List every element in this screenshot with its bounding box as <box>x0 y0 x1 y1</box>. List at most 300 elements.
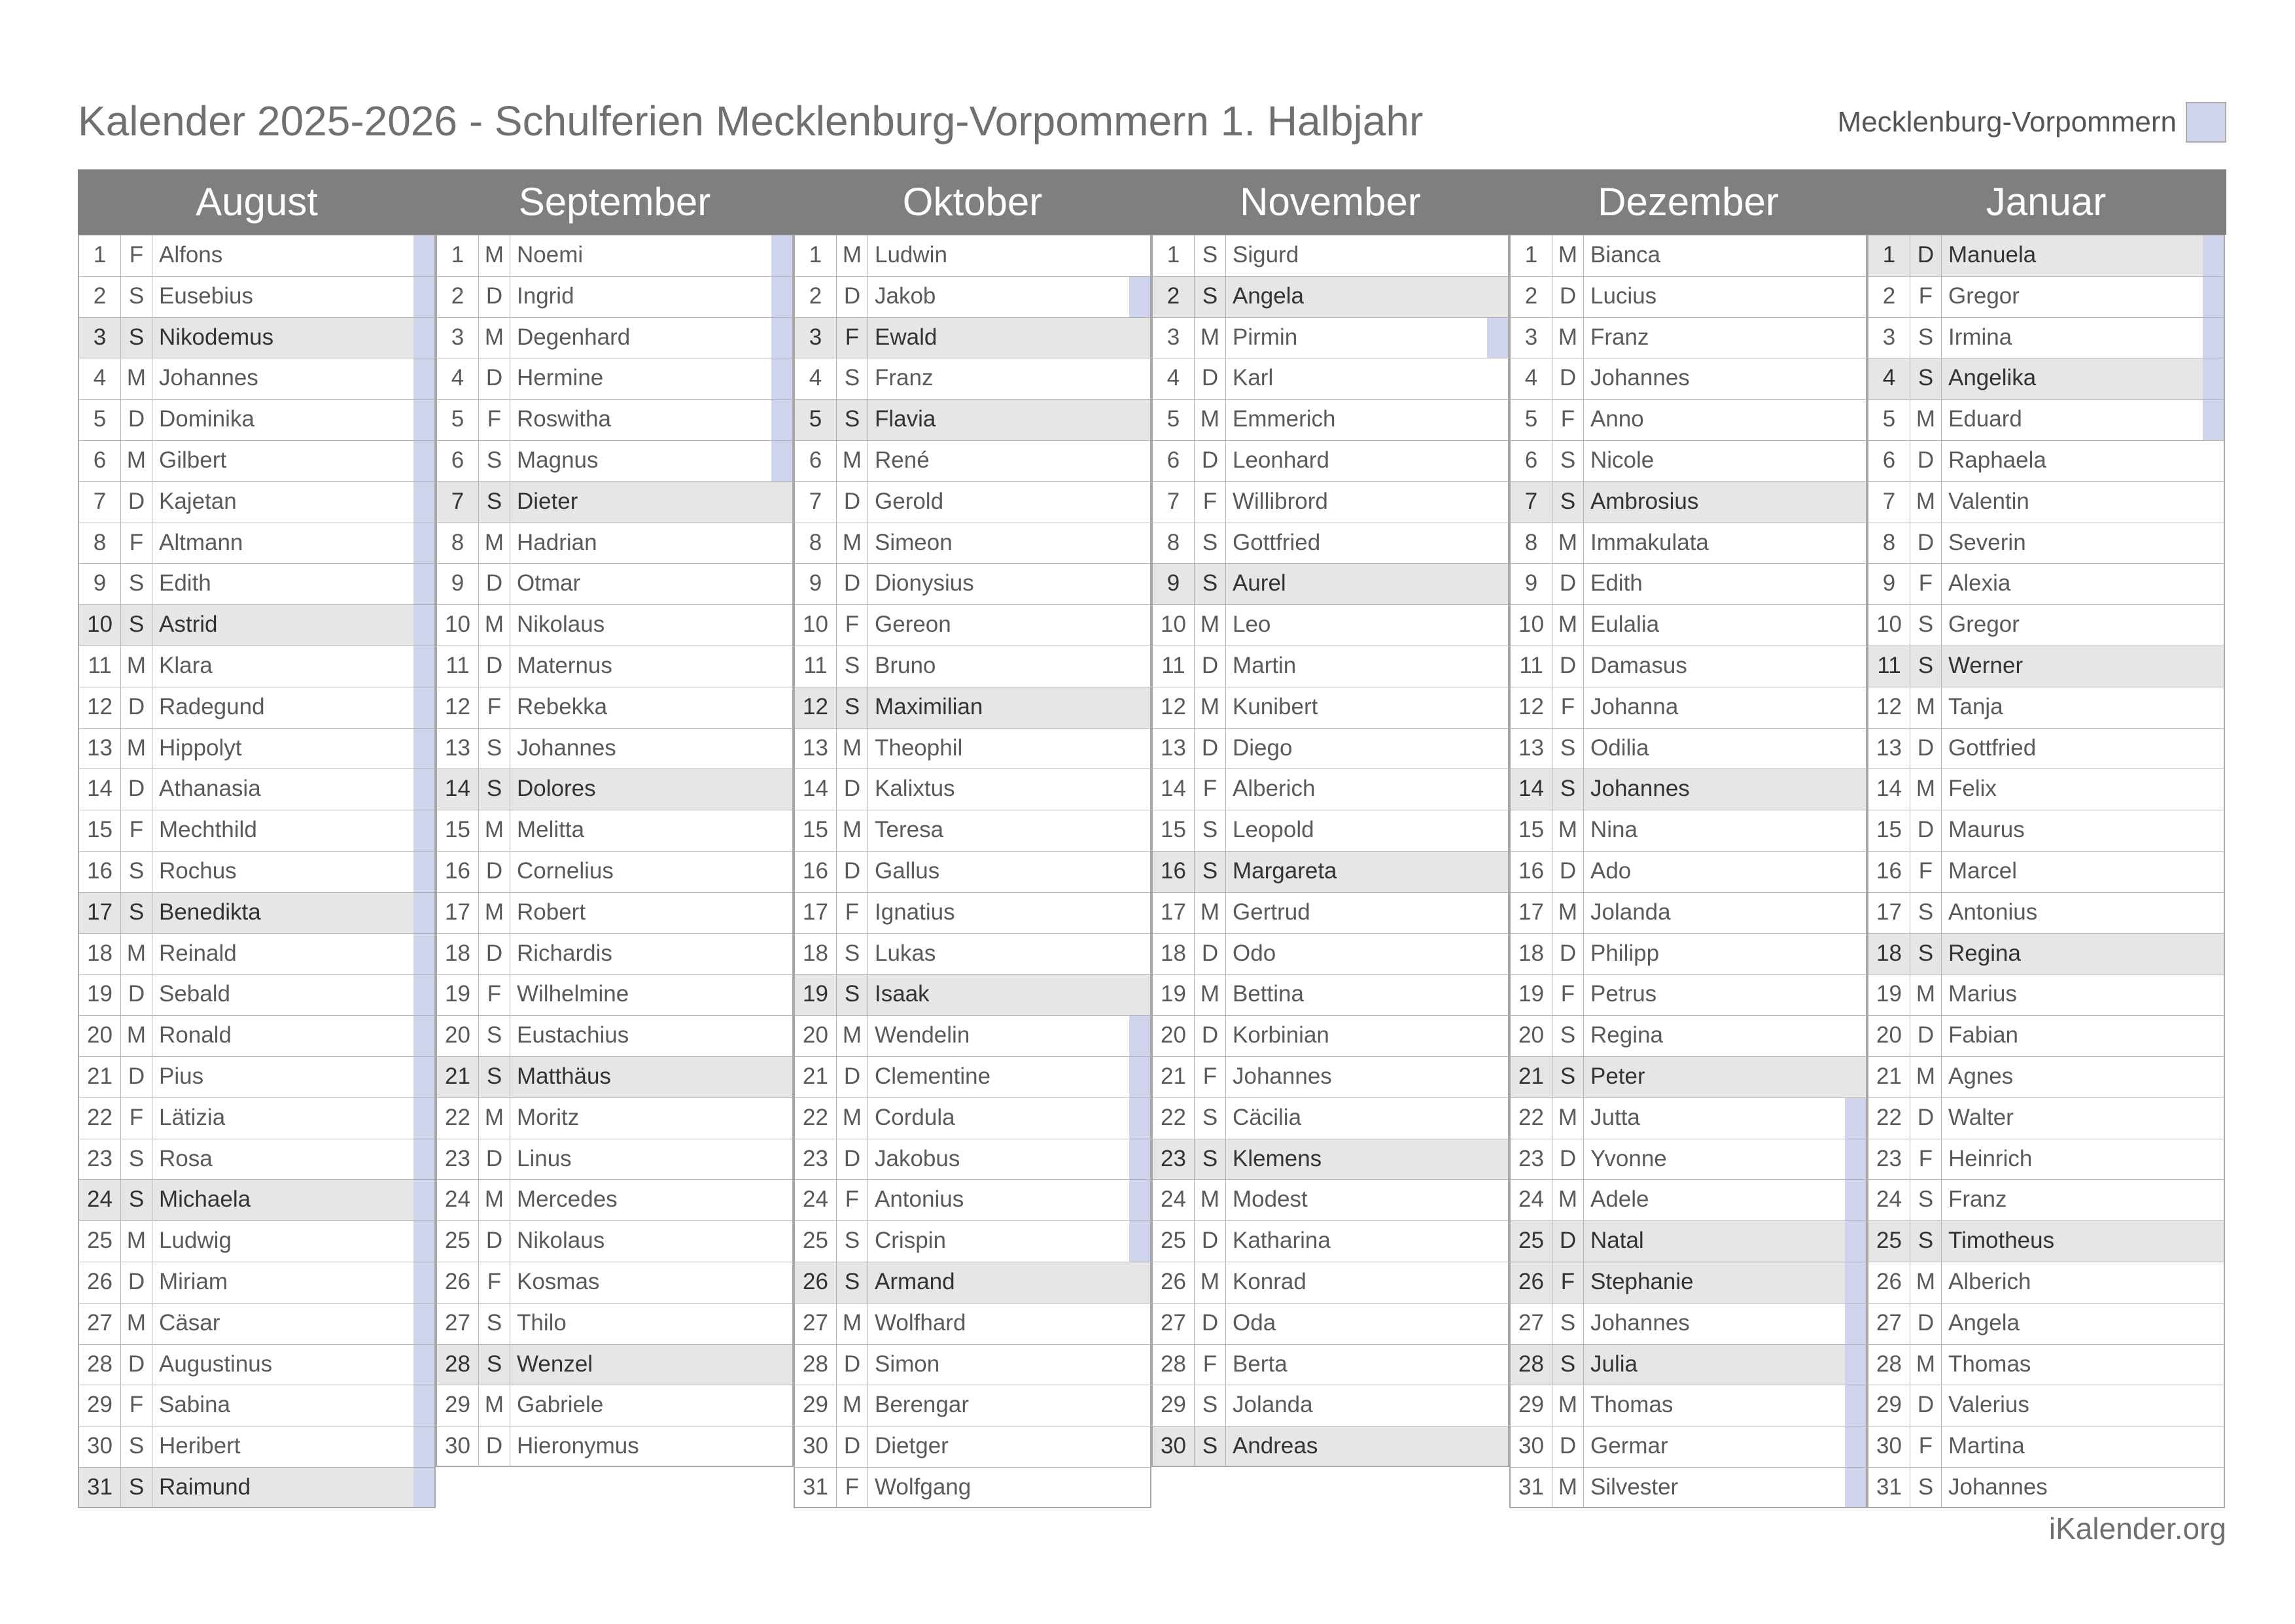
day-row <box>1151 646 1509 687</box>
name-day: Simon <box>875 1351 940 1377</box>
weekday-letter: M <box>1195 318 1226 358</box>
day-number: 17 <box>1511 893 1552 933</box>
holiday-marker <box>1129 1180 1150 1220</box>
weekday-letter: M <box>837 1098 868 1139</box>
day-number: 29 <box>79 1385 121 1426</box>
day-row <box>436 523 794 564</box>
holiday-marker-empty <box>1487 1345 1508 1385</box>
weekday-letter: M <box>837 1016 868 1056</box>
holiday-marker-empty <box>1129 358 1150 399</box>
weekday-letter: M <box>479 810 510 851</box>
day-number: 29 <box>1511 1385 1552 1426</box>
holiday-marker <box>1129 1016 1150 1056</box>
holiday-marker <box>1845 1262 1866 1303</box>
name-day: Katharina <box>1233 1228 1331 1254</box>
weekday-letter: D <box>1552 277 1584 317</box>
weekday-letter: D <box>479 934 510 975</box>
name-day: René <box>875 447 930 473</box>
name-day: Crispin <box>875 1228 946 1254</box>
day-row <box>1151 728 1509 769</box>
holiday-marker <box>413 1385 434 1426</box>
day-row <box>1509 604 1867 646</box>
day-number: 28 <box>1868 1345 1910 1385</box>
weekday-letter: S <box>1910 318 1942 358</box>
name-day: Johannes <box>1590 1309 1690 1336</box>
holiday-marker-empty <box>2203 482 2224 523</box>
holiday-marker <box>413 1098 434 1139</box>
holiday-marker-empty <box>2203 852 2224 892</box>
day-row <box>78 1056 436 1097</box>
weekday-letter: S <box>1195 564 1226 604</box>
weekday-letter: F <box>121 235 152 276</box>
weekday-letter: M <box>121 729 152 769</box>
weekday-letter: S <box>479 1057 510 1097</box>
day-row <box>794 1179 1151 1220</box>
month-columns <box>78 235 2226 1508</box>
name-day: Eduard <box>1948 406 2022 432</box>
day-row <box>1151 1139 1509 1180</box>
weekday-letter: S <box>1552 1304 1584 1344</box>
day-row <box>436 1344 794 1385</box>
name-day: Hieronymus <box>517 1433 639 1459</box>
name-day: Gertrud <box>1233 899 1310 925</box>
day-number: 16 <box>1868 852 1910 892</box>
day-row <box>1867 1015 2225 1056</box>
weekday-letter: M <box>1195 1180 1226 1220</box>
name-day: Moritz <box>517 1104 580 1130</box>
name-day: Ingrid <box>517 283 574 309</box>
holiday-marker <box>413 1345 434 1385</box>
name-day: Angelika <box>1948 365 2037 391</box>
day-number: 5 <box>1868 400 1910 440</box>
day-number: 10 <box>437 605 479 646</box>
day-number: 27 <box>437 1304 479 1344</box>
day-row <box>436 1139 794 1180</box>
holiday-marker <box>1845 1221 1866 1262</box>
day-row <box>1151 563 1509 604</box>
weekday-letter: S <box>1195 1098 1226 1139</box>
weekday-letter: F <box>479 400 510 440</box>
holiday-marker-empty <box>771 646 792 687</box>
holiday-marker-empty <box>1487 729 1508 769</box>
holiday-marker-empty <box>2203 810 2224 851</box>
holiday-marker <box>2203 400 2224 440</box>
day-number: 14 <box>1868 769 1910 810</box>
day-number: 2 <box>1153 277 1195 317</box>
weekday-letter: S <box>1195 852 1226 892</box>
day-row <box>1867 974 2225 1015</box>
day-number: 23 <box>1511 1139 1552 1180</box>
day-number: 13 <box>795 729 837 769</box>
holiday-marker <box>413 358 434 399</box>
name-day: Augustinus <box>159 1351 273 1377</box>
month-header-oktober: Oktober <box>902 180 1043 224</box>
name-day: Thilo <box>517 1309 567 1336</box>
weekday-letter: D <box>837 1345 868 1385</box>
day-row <box>78 276 436 317</box>
weekday-letter: S <box>121 1139 152 1180</box>
footer-brand: iKalender.org <box>2048 1512 2226 1546</box>
day-number: 11 <box>437 646 479 687</box>
day-row <box>794 481 1151 523</box>
day-number: 9 <box>79 564 121 604</box>
day-number: 20 <box>1153 1016 1195 1056</box>
day-row <box>436 1015 794 1056</box>
day-number: 7 <box>1511 482 1552 523</box>
holiday-marker <box>413 975 434 1015</box>
day-row <box>1867 1303 2225 1344</box>
holiday-marker-empty <box>1487 769 1508 810</box>
name-day: Mercedes <box>517 1186 618 1213</box>
holiday-marker-empty <box>2203 893 2224 933</box>
holiday-marker-empty <box>1129 687 1150 728</box>
weekday-letter: S <box>1910 646 1942 687</box>
day-number: 8 <box>795 523 837 564</box>
name-day: Gottfried <box>1948 734 2037 761</box>
name-day: Werner <box>1948 652 2023 678</box>
holiday-marker-empty <box>771 934 792 975</box>
holiday-marker <box>413 687 434 728</box>
day-row <box>1867 317 2225 358</box>
name-day: Gereon <box>875 612 951 638</box>
day-row <box>78 523 436 564</box>
weekday-letter: S <box>121 893 152 933</box>
name-day: Dieter <box>517 488 578 514</box>
name-day: Hadrian <box>517 529 597 555</box>
month-header-august: August <box>196 180 318 224</box>
day-number: 16 <box>1153 852 1195 892</box>
day-number: 22 <box>1511 1098 1552 1139</box>
name-day: Franz <box>1590 324 1649 350</box>
name-day: Radegund <box>159 693 265 719</box>
holiday-marker-empty <box>1487 1426 1508 1466</box>
day-number: 25 <box>1511 1221 1552 1262</box>
legend-label: Mecklenburg-Vorpommern <box>1837 106 2177 138</box>
holiday-marker-empty <box>1129 441 1150 481</box>
name-day: Pius <box>159 1063 204 1089</box>
weekday-letter: D <box>479 1426 510 1466</box>
weekday-letter: S <box>479 441 510 481</box>
weekday-letter: S <box>1195 810 1226 851</box>
holiday-marker <box>413 1180 434 1220</box>
day-number: 12 <box>1868 687 1910 728</box>
name-day: Franz <box>1948 1186 2007 1213</box>
day-number: 25 <box>437 1221 479 1262</box>
weekday-letter: F <box>1910 277 1942 317</box>
day-number: 17 <box>1153 893 1195 933</box>
holiday-marker-empty <box>1487 1262 1508 1303</box>
day-row <box>1867 933 2225 975</box>
weekday-letter: M <box>479 523 510 564</box>
name-day: Gilbert <box>159 447 227 473</box>
holiday-marker-empty <box>1487 1304 1508 1344</box>
weekday-letter: M <box>1910 1057 1942 1097</box>
weekday-letter: M <box>1552 893 1584 933</box>
weekday-letter: S <box>1195 277 1226 317</box>
holiday-marker <box>413 277 434 317</box>
holiday-marker <box>413 646 434 687</box>
name-day: Agnes <box>1948 1063 2014 1089</box>
name-day: Yvonne <box>1590 1145 1667 1171</box>
weekday-letter: F <box>837 605 868 646</box>
day-row <box>1509 523 1867 564</box>
day-number: 9 <box>437 564 479 604</box>
holiday-marker-empty <box>1845 605 1866 646</box>
day-number: 10 <box>1868 605 1910 646</box>
holiday-marker <box>413 1262 434 1303</box>
day-row <box>794 1097 1151 1139</box>
holiday-marker-empty <box>2203 1016 2224 1056</box>
day-row <box>1867 235 2225 276</box>
day-number: 19 <box>1868 975 1910 1015</box>
name-day: Edith <box>159 570 211 596</box>
weekday-letter: S <box>1552 482 1584 523</box>
day-number: 8 <box>1153 523 1195 564</box>
day-row <box>1867 1097 2225 1139</box>
day-number: 15 <box>795 810 837 851</box>
weekday-letter: M <box>121 646 152 687</box>
weekday-letter: D <box>479 646 510 687</box>
day-row <box>1867 358 2225 399</box>
day-row <box>794 810 1151 851</box>
weekday-letter: D <box>837 1057 868 1097</box>
weekday-letter: M <box>121 1304 152 1344</box>
weekday-letter: D <box>1910 1016 1942 1056</box>
weekday-letter: M <box>121 1221 152 1262</box>
name-day: Silvester <box>1590 1474 1679 1500</box>
name-day: Leonhard <box>1233 447 1329 473</box>
holiday-marker-empty <box>1845 1057 1866 1097</box>
weekday-letter: S <box>1195 1139 1226 1180</box>
day-number: 30 <box>79 1426 121 1467</box>
day-row <box>1509 1426 1867 1467</box>
holiday-marker-empty <box>1845 646 1866 687</box>
day-row <box>1509 317 1867 358</box>
day-row <box>78 563 436 604</box>
name-day: Eulalia <box>1590 612 1660 638</box>
day-row <box>1509 851 1867 892</box>
day-row <box>1151 892 1509 933</box>
day-number: 25 <box>1153 1221 1195 1262</box>
name-day: Klara <box>159 652 213 678</box>
weekday-letter: S <box>837 1221 868 1262</box>
day-number: 15 <box>79 810 121 851</box>
name-day: Timotheus <box>1948 1228 2055 1254</box>
name-day: Rochus <box>159 857 237 884</box>
name-day: Bettina <box>1233 981 1304 1007</box>
day-number: 16 <box>79 852 121 892</box>
holiday-marker <box>771 358 792 399</box>
name-day: Cäsar <box>159 1309 220 1336</box>
holiday-marker <box>1845 1304 1866 1344</box>
day-number: 24 <box>1868 1180 1910 1220</box>
holiday-marker-empty <box>771 564 792 604</box>
name-day: Emmerich <box>1233 406 1336 432</box>
name-day: Otmar <box>517 570 581 596</box>
day-row <box>1867 1426 2225 1467</box>
day-row <box>78 1139 436 1180</box>
day-number: 27 <box>1153 1304 1195 1344</box>
day-row <box>1509 440 1867 481</box>
day-row <box>1509 1385 1867 1426</box>
day-row <box>78 1385 436 1426</box>
day-row <box>436 974 794 1015</box>
weekday-letter: D <box>1195 1221 1226 1262</box>
weekday-letter: D <box>479 564 510 604</box>
day-row <box>436 810 794 851</box>
name-day: Maternus <box>517 652 612 678</box>
holiday-marker-empty <box>771 852 792 892</box>
weekday-letter: D <box>1910 810 1942 851</box>
day-row <box>436 481 794 523</box>
day-number: 20 <box>437 1016 479 1056</box>
day-row <box>1867 1467 2225 1508</box>
holiday-marker-empty <box>1487 646 1508 687</box>
name-day: Miriam <box>159 1268 228 1294</box>
weekday-letter: M <box>121 1016 152 1056</box>
day-row <box>1509 933 1867 975</box>
name-day: Berta <box>1233 1351 1288 1377</box>
holiday-marker <box>1845 1098 1866 1139</box>
day-row <box>1151 1179 1509 1220</box>
name-day: Bruno <box>875 652 936 678</box>
weekday-letter: M <box>479 605 510 646</box>
holiday-marker-empty <box>1845 810 1866 851</box>
day-row <box>1151 1220 1509 1262</box>
holiday-marker-empty <box>1129 400 1150 440</box>
holiday-marker <box>1129 277 1150 317</box>
day-number: 12 <box>1511 687 1552 728</box>
holiday-marker <box>771 235 792 276</box>
day-number: 19 <box>1153 975 1195 1015</box>
name-day: Michaela <box>159 1186 251 1213</box>
holiday-marker-empty <box>1487 564 1508 604</box>
day-number: 10 <box>1511 605 1552 646</box>
day-row <box>436 1220 794 1262</box>
name-day: Willibrord <box>1233 488 1328 514</box>
holiday-marker-empty <box>1487 852 1508 892</box>
day-number: 27 <box>79 1304 121 1344</box>
day-number: 10 <box>79 605 121 646</box>
day-number: 28 <box>437 1345 479 1385</box>
weekday-letter: M <box>1910 687 1942 728</box>
holiday-marker-empty <box>1487 1016 1508 1056</box>
day-number: 31 <box>79 1468 121 1507</box>
weekday-letter: S <box>1552 1345 1584 1385</box>
weekday-letter: M <box>837 1304 868 1344</box>
day-row <box>1509 1015 1867 1056</box>
weekday-letter: F <box>1552 687 1584 728</box>
name-day: Berengar <box>875 1392 969 1418</box>
weekday-letter: F <box>479 975 510 1015</box>
name-day: Wolfhard <box>875 1309 966 1336</box>
holiday-marker <box>413 729 434 769</box>
weekday-letter: F <box>1552 1262 1584 1303</box>
day-row <box>78 933 436 975</box>
day-number: 6 <box>1153 441 1195 481</box>
name-day: Peter <box>1590 1063 1645 1089</box>
day-row <box>1151 933 1509 975</box>
name-day: Alfons <box>159 242 223 268</box>
day-number: 17 <box>437 893 479 933</box>
name-day: Nikolaus <box>517 1228 605 1254</box>
holiday-marker-empty <box>1129 810 1150 851</box>
day-number: 14 <box>79 769 121 810</box>
weekday-letter: D <box>1910 1385 1942 1426</box>
day-number: 30 <box>795 1426 837 1467</box>
day-number: 27 <box>795 1304 837 1344</box>
day-number: 6 <box>437 441 479 481</box>
day-row <box>78 810 436 851</box>
day-row <box>794 1220 1151 1262</box>
day-number: 4 <box>79 358 121 399</box>
weekday-letter: S <box>479 482 510 523</box>
day-number: 15 <box>1153 810 1195 851</box>
day-row <box>1867 1179 2225 1220</box>
day-number: 26 <box>79 1262 121 1303</box>
weekday-letter: D <box>837 1426 868 1467</box>
day-row <box>794 1303 1151 1344</box>
weekday-letter: M <box>1552 1468 1584 1507</box>
weekday-letter: M <box>837 523 868 564</box>
day-row <box>436 851 794 892</box>
weekday-letter: D <box>1552 646 1584 687</box>
day-row <box>78 1467 436 1508</box>
name-day: Simeon <box>875 529 953 555</box>
day-row <box>1509 974 1867 1015</box>
weekday-letter: S <box>121 1180 152 1220</box>
weekday-letter: F <box>479 1262 510 1303</box>
day-number: 7 <box>437 482 479 523</box>
day-row <box>1509 276 1867 317</box>
holiday-marker-empty <box>2203 1345 2224 1385</box>
day-number: 12 <box>795 687 837 728</box>
holiday-marker-empty <box>771 1221 792 1262</box>
day-row <box>1509 235 1867 276</box>
name-day: Kajetan <box>159 488 237 514</box>
name-day: Jakobus <box>875 1145 960 1171</box>
holiday-marker-empty <box>1487 1385 1508 1426</box>
day-number: 8 <box>79 523 121 564</box>
day-number: 28 <box>795 1345 837 1385</box>
weekday-letter: M <box>1195 975 1226 1015</box>
name-day: Astrid <box>159 612 218 638</box>
holiday-marker-empty <box>1845 235 1866 276</box>
holiday-marker-empty <box>1129 1345 1150 1385</box>
weekday-letter: F <box>837 1468 868 1507</box>
weekday-letter: M <box>837 235 868 276</box>
day-row <box>1867 810 2225 851</box>
day-row <box>794 974 1151 1015</box>
holiday-marker-empty <box>1845 934 1866 975</box>
holiday-marker <box>413 235 434 276</box>
day-number: 15 <box>1511 810 1552 851</box>
day-row <box>78 646 436 687</box>
weekday-letter: M <box>479 893 510 933</box>
day-number: 14 <box>795 769 837 810</box>
holiday-marker-empty <box>771 810 792 851</box>
day-row <box>1151 1097 1509 1139</box>
day-number: 16 <box>795 852 837 892</box>
holiday-marker <box>1129 1098 1150 1139</box>
day-row <box>1867 646 2225 687</box>
holiday-marker-empty <box>771 975 792 1015</box>
name-day: Valentin <box>1948 488 2029 514</box>
name-day: Ronald <box>159 1022 232 1048</box>
weekday-letter: M <box>837 1385 868 1426</box>
holiday-marker-empty <box>1129 605 1150 646</box>
name-day: Korbinian <box>1233 1022 1329 1048</box>
